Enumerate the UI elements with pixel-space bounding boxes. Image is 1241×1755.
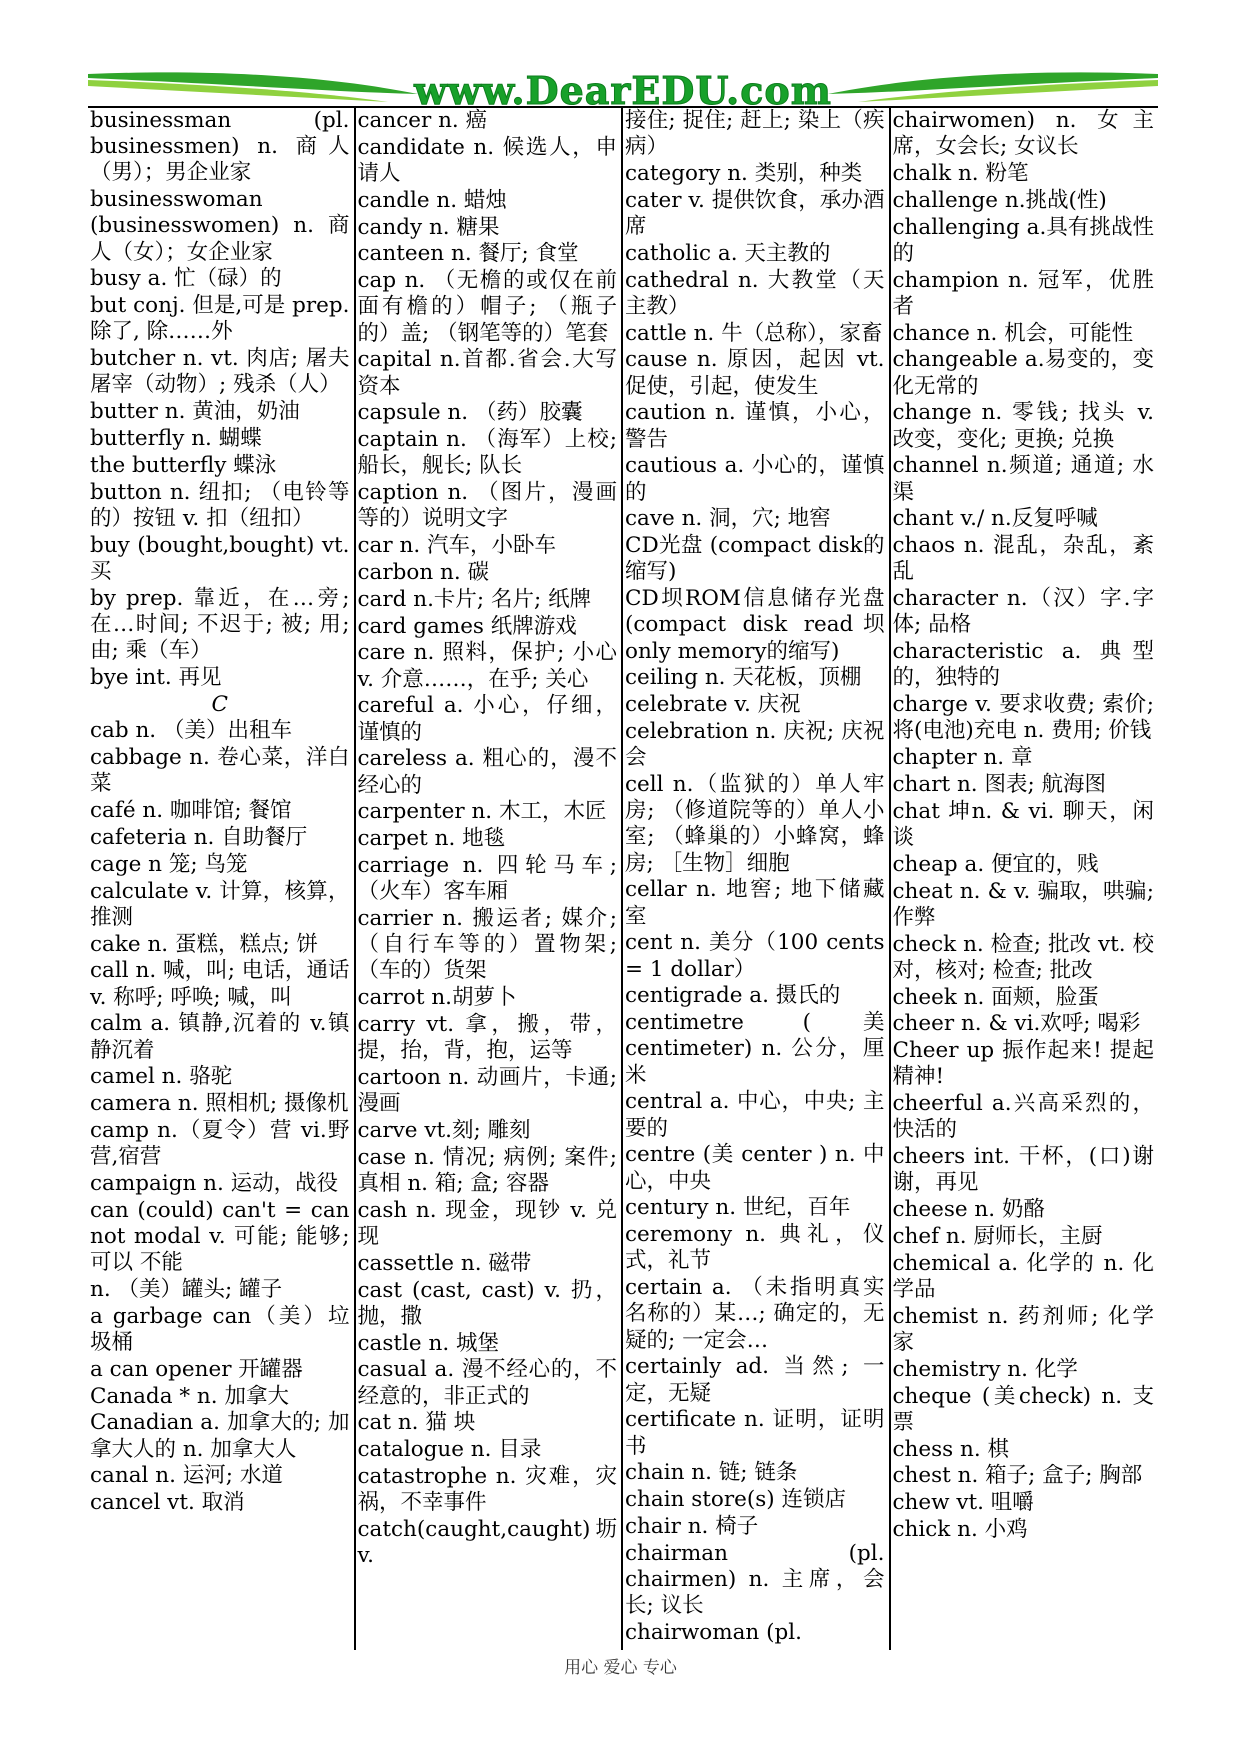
glossary-entry: carpenter n. 木工，木匠 <box>357 799 607 825</box>
glossary-entry: challenge n.挑战(性) <box>892 187 1107 213</box>
glossary-entry: cabbage n. 卷心菜，洋白菜 <box>90 745 350 797</box>
glossary-entry: candle n. 蜡烛 <box>357 187 507 213</box>
glossary-entry: candy n. 糖果 <box>357 214 500 240</box>
glossary-entry: car n. 汽车，小卧车 <box>357 533 556 559</box>
page-footer: 用心 爱心 专心 <box>564 1658 677 1678</box>
glossary-entry: businessman (pl. businessmen) n. 商人（男）；男企业家 <box>90 108 350 186</box>
glossary-entry: card games 纸牌游戏 <box>357 613 577 639</box>
glossary-entry: card n.卡片; 名片; 纸牌 <box>357 586 592 612</box>
glossary-entry: central a. 中心，中央; 主要的 <box>625 1089 885 1141</box>
glossary-entry: challenging a.具有挑战性的 <box>892 214 1154 266</box>
glossary-entry: capsule n. （药）胶囊 <box>357 400 583 426</box>
glossary-entry: cheese n. 奶酪 <box>892 1197 1045 1223</box>
glossary-entry: cheap a. 便宜的，贱 <box>892 851 1099 877</box>
glossary-entry: cheat n. & v. 骗取，哄骗; 作弊 <box>892 878 1154 930</box>
glossary-entry: café n. 咖啡馆; 餐馆 <box>90 798 292 824</box>
glossary-entry: businesswoman (businesswomen) n. 商人（女）；女企业家 <box>90 187 350 265</box>
glossary-entry: captain n. （海军）上校; 船长，舰长; 队长 <box>357 427 617 479</box>
glossary-entry: chat 坤n. & vi. 聊天，闲谈 <box>892 798 1154 850</box>
glossary-entry: cash n. 现金，现钞 v. 兑现 <box>357 1197 617 1249</box>
glossary-entry: ceiling n. 天花板，顶棚 <box>625 665 862 691</box>
glossary-entry: CD坝ROM信息储存光盘(compact disk read坝only memory的缩写) <box>625 586 885 664</box>
glossary-entry: chalk n. 粉笔 <box>892 161 1029 186</box>
glossary-entry: celebration n. 庆祝; 庆祝会 <box>625 718 885 771</box>
glossary-entry: change n. 零钱; 找头 v. 改变，变化; 更换; 兑换 <box>892 400 1154 452</box>
glossary-entry: chair n. 椅子 <box>625 1513 759 1539</box>
glossary-entry: caution n. 谨慎，小心，警告 <box>625 400 885 452</box>
glossary-entry: cent n. 美分（100 cents = 1 dollar） <box>625 930 885 982</box>
glossary-column-2 <box>356 108 624 1650</box>
glossary-entry: Canadian a. 加拿大的; 加拿大人的 n. 加拿大人 <box>90 1410 350 1462</box>
glossary-entry: chain n. 链; 链条 <box>625 1460 798 1486</box>
glossary-entry: casual a. 漫不经心的，不经意的，非正式的 <box>357 1357 617 1409</box>
glossary-entry: chance n. 机会，可能性 <box>892 320 1134 346</box>
site-header <box>88 62 1158 113</box>
glossary-entry: changeable a.易变的，变化无常的 <box>892 347 1154 399</box>
glossary-column-4 <box>891 108 1159 1650</box>
glossary-entry: canal n. 运河; 水道 <box>90 1463 283 1489</box>
glossary-entry: certainly ad. 当然; 一定，无疑 <box>625 1354 885 1406</box>
glossary-entry: case n. 情况; 病例; 案件; 真相 n. 箱; 盒; 容器 <box>357 1144 617 1196</box>
glossary-entry: celebrate v. 庆祝 <box>625 692 801 718</box>
glossary-entry: camel n. 骆驼 <box>90 1064 233 1090</box>
glossary-entry: catholic a. 天主教的 <box>625 240 831 266</box>
glossary-entry: bye int. 再见 <box>90 664 222 690</box>
glossary-column-1 <box>88 108 356 1650</box>
glossary-entry: cater v. 提供饮食，承办酒席 <box>625 187 885 239</box>
glossary-column-3 <box>623 108 891 1650</box>
glossary-entry: careless a. 粗心的，漫不经心的 <box>357 746 617 798</box>
glossary-entry: buy (bought,bought) vt. 买 <box>90 532 350 584</box>
glossary-entry: carpet n. 地毯 <box>357 826 506 852</box>
glossary-columns <box>88 108 1158 1650</box>
glossary-entry: cake n. 蛋糕，糕点; 饼 <box>90 931 319 957</box>
glossary-entry: the butterfly 蝶泳 <box>90 452 277 478</box>
glossary-entry: century n. 世纪，百年 <box>625 1195 851 1221</box>
glossary-entry: chemistry n. 化学 <box>892 1356 1078 1382</box>
glossary-entry: cab n. （美）出租车 <box>90 718 292 744</box>
glossary-entry: campaign n. 运动，战役 <box>90 1170 339 1196</box>
glossary-entry: cheers int. 干杯，(口)谢谢，再见 <box>892 1144 1154 1196</box>
glossary-entry: catch(caught,caught)坜v. <box>357 1516 617 1569</box>
glossary-entry: cheerful a.兴高采烈的，快活的 <box>892 1091 1154 1143</box>
glossary-entry: Cheer up 振作起来! 提起精神! <box>892 1038 1154 1090</box>
glossary-entry: chemist n. 药剂师; 化学家 <box>892 1303 1154 1355</box>
glossary-entry: button n. 纽扣; （电铃等的）按钮 v. 扣（纽扣） <box>90 479 350 531</box>
glossary-entry: catastrophe n. 灾难，灾祸，不幸事件 <box>357 1463 617 1516</box>
glossary-entry: cartoon n. 动画片，卡通; 漫画 <box>357 1064 617 1117</box>
glossary-entry: caption n. （图片，漫画等的）说明文字 <box>357 480 617 532</box>
glossary-entry: check n. 检查; 批改 vt. 校对，核对; 检查; 批改 <box>892 931 1154 983</box>
glossary-entry: careful a. 小心，仔细，谨慎的 <box>357 693 617 745</box>
glossary-entry: cancel vt. 取消 <box>90 1490 245 1516</box>
glossary-entry: cave n. 洞，穴; 地窖 <box>625 506 831 532</box>
glossary-entry: category n. 类别，种类 <box>625 161 863 186</box>
glossary-entry: certain a. （未指明真实名称的）某…; 确定的，无疑的; 一定会… <box>625 1275 885 1353</box>
glossary-entry: carve vt.刻; 雕刻 <box>357 1117 531 1143</box>
glossary-entry: camera n. 照相机; 摄像机 <box>90 1091 349 1117</box>
glossary-entry: carrot n.胡萝卜 <box>357 985 517 1011</box>
glossary-entry: call n. 喊，叫; 电话，通话 v. 称呼; 呼唤; 喊，叫 <box>90 958 350 1010</box>
glossary-entry: centimetre (美 centimeter) n. 公分，厘米 <box>625 1010 885 1088</box>
glossary-entry: Canada * n. 加拿大 <box>90 1383 289 1409</box>
glossary-entry: cathedral n. 大教堂（天主教） <box>625 267 885 319</box>
glossary-entry: characteristic a. 典型的，独特的 <box>892 639 1154 691</box>
glossary-entry: chart n. 图表; 航海图 <box>892 771 1107 797</box>
glossary-entry: character n.（汉）字.字体; 品格 <box>892 586 1154 638</box>
glossary-entry: castle n. 城堡 <box>357 1330 499 1356</box>
glossary-entry: a garbage can（美）垃圾桶 <box>90 1303 350 1355</box>
glossary-entry: cattle n. 牛（总称），家畜 <box>625 320 883 346</box>
glossary-entry: n. （美）罐头; 罐子 <box>90 1276 283 1302</box>
glossary-entry: channel n.频道; 通道; 水渠 <box>892 453 1154 505</box>
glossary-entry: carry vt. 拿，搬，带，提，抬，背，抱，运等 <box>357 1011 617 1064</box>
glossary-entry: chairman (pl. chairmen) n. 主席，会长; 议长 <box>625 1540 885 1619</box>
glossary-entry: chest n. 箱子; 盒子; 胸部 <box>892 1463 1143 1489</box>
glossary-entry: care n. 照料，保护; 小心v. 介意……，在乎; 关心 <box>357 640 617 692</box>
glossary-entry: cell n.（监狱的）单人牢房; （修道院等的）单人小室; （蜂巢的）小蜂窝，蜂房; ［生物］细胞 <box>625 771 885 876</box>
glossary-entry: chick n. 小鸡 <box>892 1516 1028 1542</box>
glossary-entry: CD光盘 (compact disk的缩写) <box>625 533 885 585</box>
glossary-entry: chapter n. 章 <box>892 745 1033 771</box>
glossary-entry: centigrade a. 摄氏的 <box>625 983 841 1009</box>
glossary-entry: cage n 笼; 鸟笼 <box>90 851 248 877</box>
glossary-entry: candidate n. 候选人，申请人 <box>357 134 617 186</box>
glossary-entry: cancer n. 癌 <box>357 108 488 133</box>
glossary-entry: cassettle n. 磁带 <box>357 1250 532 1276</box>
glossary-entry: by prep. 靠近，在…旁; 在…时间; 不迟于; 被; 用; 由; 乘（车） <box>90 585 350 663</box>
glossary-entry: chef n. 厨师长，主厨 <box>892 1223 1103 1249</box>
glossary-entry: calculate v. 计算，核算，推测 <box>90 878 350 930</box>
glossary-entry: 接住; 捉住; 赶上; 染上（疾病） <box>625 108 885 160</box>
glossary-entry: carrier n. 搬运者; 媒介; （自行车等的）置物架; （车的）货架 <box>357 905 617 984</box>
glossary-entry: ceremony n. 典礼，仪式，礼节 <box>625 1222 885 1274</box>
glossary-entry: carbon n. 碳 <box>357 559 490 585</box>
glossary-entry: carriage n. 四轮马车; （火车）客车厢 <box>357 852 617 905</box>
glossary-entry: champion n. 冠军，优胜者 <box>892 267 1154 319</box>
glossary-entry: canteen n. 餐厅; 食堂 <box>357 241 579 267</box>
glossary-entry: cat n. 猫 坱 <box>357 1410 476 1436</box>
glossary-entry: but conj. 但是,可是 prep. 除了, 除……外 <box>90 293 350 345</box>
section-letter: C <box>211 691 228 717</box>
glossary-entry: chant v./ n.反复呼喊 <box>892 506 1098 532</box>
glossary-entry: butter n. 黄油，奶油 <box>90 399 300 425</box>
glossary-entry: cause n. 原因，起因 vt. 促使，引起，使发生 <box>625 347 885 399</box>
glossary-entry: chairwoman (pl. <box>625 1619 802 1645</box>
glossary-entry: cafeteria n. 自助餐厅 <box>90 824 308 850</box>
glossary-entry: cautious a. 小心的，谨慎的 <box>625 453 885 505</box>
glossary-entry: can (could) can't = can not modal v. 可能; 能够; 可以 不能 <box>90 1197 350 1276</box>
glossary-entry: catalogue n. 目录 <box>357 1437 542 1463</box>
glossary-entry: cheek n. 面颊，脸蛋 <box>892 984 1099 1010</box>
glossary-entry: butterfly n. 蝴蝶 <box>90 426 262 451</box>
glossary-entry: capital n.首都.省会.大写资本 <box>357 347 617 399</box>
glossary-entry: centre (美 center ) n. 中心，中央 <box>625 1142 885 1194</box>
glossary-entry: chaos n. 混乱，杂乱，紊乱 <box>892 533 1154 585</box>
glossary-entry: chew vt. 咀嚼 <box>892 1490 1034 1516</box>
glossary-entry: cheque (美check) n. 支票 <box>892 1383 1154 1435</box>
glossary-entry: chemical a. 化学的 n. 化学品 <box>892 1250 1154 1302</box>
glossary-entry: cellar n. 地窖; 地下储藏室 <box>625 877 885 929</box>
glossary-entry: a can opener 开罐器 <box>90 1356 303 1382</box>
glossary-entry: cast (cast, cast) v. 扔，抛，撒 <box>357 1277 617 1329</box>
glossary-entry: chess n. 棋 <box>892 1436 1010 1462</box>
glossary-entry: butcher n. vt. 肉店; 屠夫 屠宰（动物）; 残杀（人） <box>90 346 350 398</box>
glossary-entry: chain store(s) 连锁店 <box>625 1487 847 1513</box>
glossary-entry: charge v. 要求收费; 索价; 将(电池)充电 n. 费用; 价钱 <box>892 692 1154 744</box>
site-brand-logo[interactable]: www.DearEDU.com <box>414 68 832 113</box>
glossary-entry: cheer n. & vi.欢呼; 喝彩 <box>892 1011 1141 1037</box>
glossary-entry: camp n.（夏令）营 vi.野营,宿营 <box>90 1117 350 1170</box>
glossary-entry: chairwomen) n. 女主席，女会长; 女议长 <box>892 108 1154 160</box>
glossary-entry: calm a. 镇静,沉着的 v.镇静沉着 <box>90 1011 350 1063</box>
glossary-entry: certificate n. 证明，证明书 <box>625 1407 885 1459</box>
glossary-entry: cap n. （无檐的或仅在前面有檐的）帽子; （瓶子的）盖; （钢笔等的）笔套 <box>357 268 617 346</box>
glossary-entry: busy a. 忙（碌）的 <box>90 266 282 292</box>
